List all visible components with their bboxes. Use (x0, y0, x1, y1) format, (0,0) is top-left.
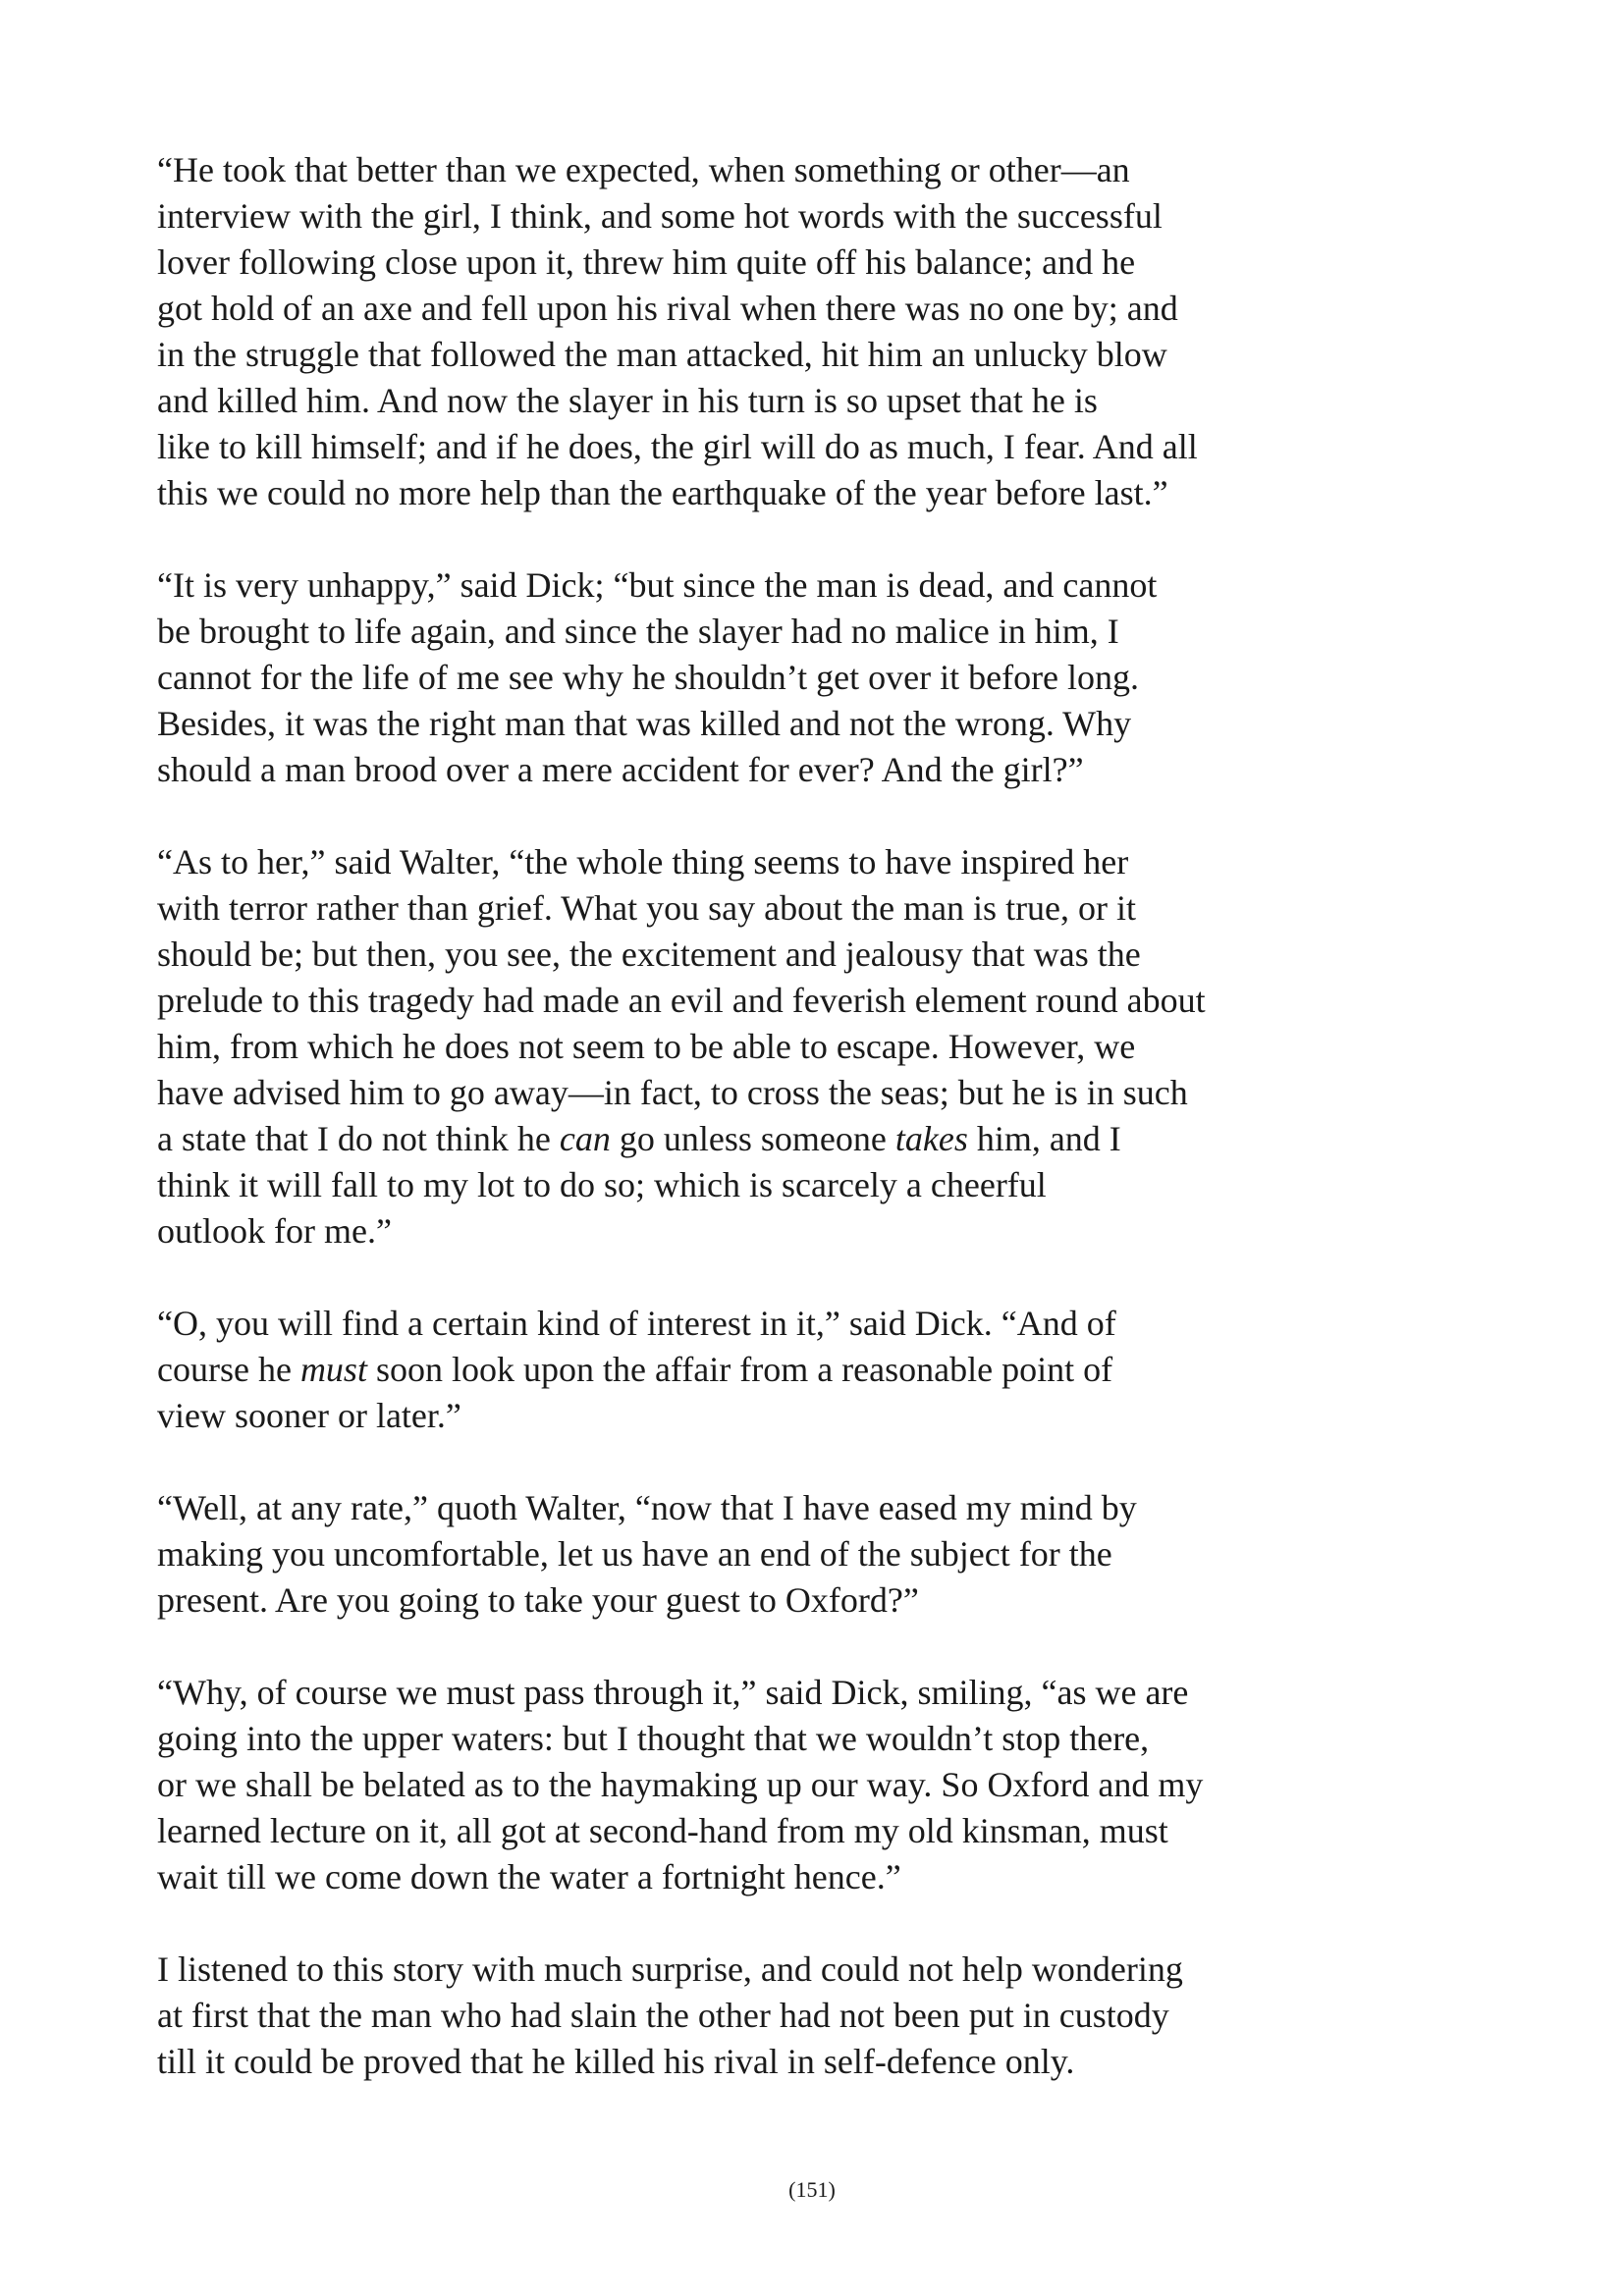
text-run: making you uncomfortable, let us have an end of the subject for the (157, 1534, 1112, 1574)
text-run: like to kill himself; and if he does, the girl will do as much, I fear. And all (157, 427, 1198, 466)
text-run: Besides, it was the right man that was killed and not the wrong. Why (157, 704, 1132, 743)
text-run: should a man brood over a mere accident for ever? And the girl?” (157, 750, 1084, 789)
text-line (157, 1485, 1316, 1531)
text-run: lover following close upon it, threw him quite off his balance; and he (157, 242, 1136, 282)
text-run: interview with the girl, I think, and some hot words with the successful (157, 196, 1163, 236)
text-run: a state that I do not think he (157, 1119, 560, 1158)
text-run: learned lecture on it, all got at second-hand from my old kinsman, must (157, 1811, 1168, 1850)
text-line (157, 562, 1316, 609)
paragraph (157, 839, 1316, 1255)
text-run: course he (157, 1350, 300, 1389)
text-run: view sooner or later.” (157, 1396, 461, 1435)
text-run: wait till we come down the water a fortnight hence.” (157, 1857, 901, 1896)
text-line (157, 609, 1316, 655)
text-run: or we shall be belated as to the haymaking up our way. So Oxford and my (157, 1765, 1204, 1804)
text-run: him, and I (967, 1119, 1121, 1158)
text-line (157, 1531, 1316, 1577)
text-line (157, 839, 1316, 885)
text-run: go unless someone (610, 1119, 895, 1158)
text-run: outlook for me.” (157, 1211, 392, 1251)
text-line (157, 470, 1316, 516)
text-run: “He took that better than we expected, when something or other—an (157, 150, 1130, 189)
text-line (157, 1808, 1316, 1854)
text-run: at first that the man who had slain the other had not been put in custody (157, 1996, 1169, 2035)
text-line (157, 1024, 1316, 1070)
text-line (157, 1301, 1316, 1347)
text-line (157, 1993, 1316, 2039)
page-number: (151) (788, 2177, 836, 2202)
text-line (157, 286, 1316, 332)
text-run: cannot for the life of me see why he shouldn’t get over it before long. (157, 658, 1140, 697)
text-run: present. Are you going to take your guest to Oxford?” (157, 1580, 919, 1620)
text-run: going into the upper waters: but I thought that we wouldn’t stop there, (157, 1719, 1150, 1758)
text-run: him, from which he does not seem to be able to escape. However, we (157, 1027, 1136, 1066)
text-run: in the struggle that followed the man attacked, hit him an unlucky blow (157, 335, 1167, 374)
text-line (157, 240, 1316, 286)
text-line (157, 2039, 1316, 2085)
text-line (157, 1716, 1316, 1762)
text-line (157, 885, 1316, 932)
text-run: think it will fall to my lot to do so; which is scarcely a cheerful (157, 1165, 1047, 1204)
text-run: “O, you will find a certain kind of interest in it,” said Dick. “And of (157, 1304, 1116, 1343)
text-line (157, 193, 1316, 240)
paragraph (157, 147, 1316, 516)
paragraph (157, 1485, 1316, 1624)
text-run: “Why, of course we must pass through it,” said Dick, smiling, “as we are (157, 1673, 1189, 1712)
text-run: till it could be proved that he killed his rival in self-defence only. (157, 2042, 1075, 2081)
text-line (157, 747, 1316, 793)
text-run: “Well, at any rate,” quoth Walter, “now that I have eased my mind by (157, 1488, 1137, 1527)
text-line (157, 424, 1316, 470)
text-run: I listened to this story with much surprise, and could not help wondering (157, 1949, 1183, 1989)
text-line (157, 1347, 1316, 1393)
text-line (157, 332, 1316, 378)
text-line (157, 1577, 1316, 1624)
text-line (157, 1393, 1316, 1439)
text-run: got hold of an axe and fell upon his rival when there was no one by; and (157, 289, 1178, 328)
text-line (157, 655, 1316, 701)
text-line (157, 1762, 1316, 1808)
paragraph (157, 1670, 1316, 1900)
text-line (157, 932, 1316, 978)
italic-text: takes (894, 1119, 968, 1158)
paragraph (157, 1947, 1316, 2085)
text-run: soon look upon the affair from a reasonable point of (366, 1350, 1113, 1389)
italic-text: must (299, 1350, 367, 1389)
text-line (157, 1947, 1316, 1993)
text-line (157, 978, 1316, 1024)
text-line (157, 1854, 1316, 1900)
page-body (157, 147, 1316, 2131)
text-line (157, 1208, 1316, 1255)
text-line (157, 1162, 1316, 1208)
paragraph (157, 562, 1316, 793)
text-run: “As to her,” said Walter, “the whole thing seems to have inspired her (157, 842, 1129, 881)
italic-text: can (559, 1119, 611, 1158)
text-run: this we could no more help than the earthquake of the year before last.” (157, 473, 1168, 512)
text-run: “It is very unhappy,” said Dick; “but since the man is dead, and cannot (157, 565, 1158, 605)
text-line (157, 1070, 1316, 1116)
text-run: have advised him to go away—in fact, to cross the seas; but he is in such (157, 1073, 1188, 1112)
paragraph (157, 1301, 1316, 1439)
text-run: be brought to life again, and since the slayer had no malice in him, I (157, 612, 1119, 651)
text-line (157, 1670, 1316, 1716)
text-run: and killed him. And now the slayer in his turn is so upset that he is (157, 381, 1098, 420)
text-line (157, 1116, 1316, 1162)
text-line (157, 701, 1316, 747)
text-line (157, 147, 1316, 193)
text-run: prelude to this tragedy had made an evil and feverish element round about (157, 981, 1206, 1020)
text-run: should be; but then, you see, the excitement and jealousy that was the (157, 934, 1141, 974)
text-line (157, 378, 1316, 424)
text-run: with terror rather than grief. What you say about the man is true, or it (157, 888, 1137, 928)
